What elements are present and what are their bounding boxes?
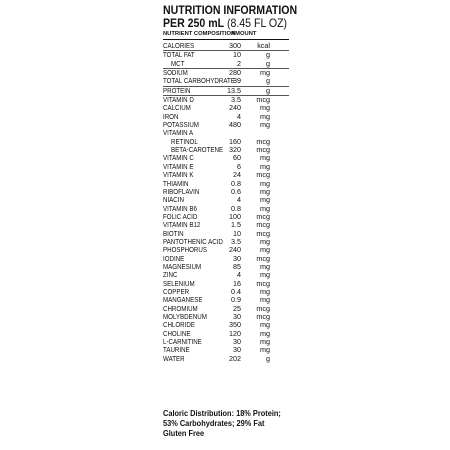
nutrient-amount: 100 (229, 211, 241, 221)
nutrient-name: VITAMIN E (163, 161, 194, 171)
nutrient-amount: 85 (233, 261, 241, 271)
nutrient-row (163, 42, 289, 50)
nutrient-unit: mcg (256, 95, 270, 105)
nutrient-unit: mg (260, 261, 270, 271)
nutrient-unit: mcg (256, 303, 270, 313)
nutrient-unit: g (266, 58, 270, 68)
nutrient-unit: mg (260, 68, 270, 78)
nutrient-unit: mg (260, 178, 270, 188)
nutrient-amount: 6 (237, 161, 241, 171)
nutrient-unit: mg (260, 161, 270, 171)
nutrient-unit: g (266, 353, 270, 363)
nutrient-name: TOTAL CARBOHYDRATE (163, 76, 235, 86)
nutrient-amount: 4 (237, 270, 241, 280)
serving-size-metric: PER 250 mL (163, 16, 225, 30)
nutrient-amount: 25 (233, 303, 241, 313)
nutrient-amount: 10 (233, 50, 241, 60)
nutrient-name: VITAMIN B6 (163, 203, 197, 213)
nutrient-name: RETINOL (171, 136, 198, 146)
column-header-amount: AMOUNT (231, 31, 257, 37)
nutrient-name: CHLORIDE (163, 320, 195, 330)
nutrient-name: THIAMIN (163, 178, 189, 188)
nutrient-row (163, 86, 289, 95)
nutrient-unit: mg (260, 328, 270, 338)
nutrient-amount: 240 (229, 245, 241, 255)
nutrient-amount: 39 (233, 76, 241, 86)
nutrient-amount: 0.4 (231, 286, 241, 296)
serving-size (163, 16, 288, 30)
nutrient-amount: 320 (229, 145, 241, 155)
nutrient-unit: mg (260, 153, 270, 163)
panel-title: NUTRITION INFORMATION (163, 3, 298, 17)
nutrient-name: VITAMIN B12 (163, 220, 201, 230)
nutrient-name: NIACIN (163, 195, 184, 205)
nutrient-amount: 1.5 (231, 220, 241, 230)
nutrient-amount: 240 (229, 103, 241, 113)
nutrient-amount: 30 (233, 345, 241, 355)
nutrient-row (163, 60, 289, 68)
nutrient-amount: 120 (229, 328, 241, 338)
nutrient-name: SODIUM (163, 68, 188, 78)
nutrient-name: IRON (163, 111, 179, 121)
nutrient-amount: 30 (233, 337, 241, 347)
nutrient-name: RIBOFLAVIN (163, 186, 200, 196)
nutrient-unit: mcg (256, 228, 270, 238)
nutrient-name: MAGNESIUM (163, 261, 202, 271)
nutrient-name: CALCIUM (163, 103, 191, 113)
nutrient-name: COPPER (163, 286, 190, 296)
nutrient-unit: kcal (257, 41, 270, 50)
nutrient-name: MCT (171, 58, 185, 68)
nutrient-name: MOLYBDENUM (163, 312, 207, 321)
column-header (163, 31, 289, 40)
nutrient-unit: mg (260, 345, 270, 355)
nutrient-amount: 202 (229, 353, 241, 363)
nutrient-name: CHROMIUM (163, 303, 198, 313)
nutrient-name: SELENIUM (163, 278, 195, 288)
nutrient-unit: mg (260, 286, 270, 296)
nutrient-name: FOLIC ACID (163, 211, 198, 221)
nutrient-unit: mcg (256, 211, 270, 221)
column-header-nutrient: NUTRIENT COMPOSITION (163, 31, 236, 37)
nutrient-name: BIOTIN (163, 228, 184, 238)
nutrient-name: WATER (163, 353, 185, 363)
nutrient-unit: mcg (256, 220, 270, 230)
nutrient-unit: mcg (256, 253, 270, 263)
nutrient-name: BETA-CAROTENE (171, 145, 224, 155)
gluten-free-note: Gluten Free (163, 428, 205, 438)
nutrient-name: PHOSPHORUS (163, 245, 207, 255)
nutrient-unit: mcg (256, 312, 270, 321)
nutrient-amount: 480 (229, 120, 241, 130)
nutrient-amount: 30 (233, 253, 241, 263)
nutrient-unit: mcg (256, 136, 270, 146)
serving-size-imperial: (8.45 FL OZ) (224, 16, 288, 30)
nutrient-unit: mcg (256, 278, 270, 288)
nutrient-amount: 0.8 (231, 178, 241, 188)
nutrition-panel (163, 3, 298, 363)
nutrient-amount: 280 (229, 68, 241, 78)
nutrient-name: PROTEIN (163, 85, 191, 95)
nutrient-unit: mg (260, 245, 270, 255)
nutrient-unit: mg (260, 195, 270, 205)
nutrient-name: CALORIES (163, 41, 195, 50)
nutrient-unit: mg (260, 186, 270, 196)
nutrient-unit: mg (260, 236, 270, 246)
nutrient-amount: 13.5 (227, 85, 241, 95)
nutrient-name: CHOLINE (163, 328, 191, 338)
nutrient-unit: mg (260, 320, 270, 330)
nutrient-amount: 300 (229, 41, 241, 50)
nutrient-amount: 0.9 (231, 295, 241, 305)
nutrient-name: ZINC (163, 270, 178, 280)
nutrient-row (163, 263, 289, 271)
nutrient-amount: 4 (237, 195, 241, 205)
nutrient-unit: mg (260, 103, 270, 113)
nutrient-unit: mg (260, 270, 270, 280)
nutrient-name: L-CARNITINE (163, 337, 202, 347)
nutrient-unit: g (266, 76, 270, 86)
nutrient-amount: 2 (237, 58, 241, 68)
nutrient-amount: 30 (233, 312, 241, 321)
nutrient-amount: 24 (233, 170, 241, 180)
nutrient-name: TOTAL FAT (163, 50, 195, 60)
nutrient-amount: 10 (233, 228, 241, 238)
nutrient-unit: mcg (256, 145, 270, 155)
nutrient-row (163, 77, 289, 85)
nutrient-unit: mg (260, 120, 270, 130)
nutrient-name: IODINE (163, 253, 185, 263)
nutrient-amount: 0.8 (231, 203, 241, 213)
nutrient-unit: mg (260, 295, 270, 305)
nutrient-amount: 0.6 (231, 186, 241, 196)
caloric-distribution-line1: Caloric Distribution: 18% Protein; (163, 408, 281, 418)
nutrient-amount: 3.5 (231, 95, 241, 105)
nutrient-unit: mg (260, 203, 270, 213)
nutrient-name: TAURINE (163, 345, 190, 355)
nutrient-amount: 60 (233, 153, 241, 163)
nutrient-table (163, 42, 289, 363)
nutrient-name: VITAMIN D (163, 95, 194, 105)
nutrient-unit: g (266, 50, 270, 60)
nutrient-name: POTASSIUM (163, 120, 199, 130)
nutrient-amount: 160 (229, 136, 241, 146)
caloric-distribution-line2: 53% Carbohydrates; 29% Fat (163, 418, 265, 428)
nutrient-amount: 4 (237, 111, 241, 121)
nutrient-unit: g (266, 85, 270, 95)
nutrient-name: VITAMIN C (163, 153, 194, 163)
nutrient-name: PANTOTHENIC ACID (163, 236, 223, 246)
nutrient-row (163, 355, 289, 363)
nutrient-unit: mg (260, 337, 270, 347)
nutrient-name: VITAMIN K (163, 170, 194, 180)
nutrient-amount: 350 (229, 320, 241, 330)
nutrient-name: MANGANESE (163, 295, 203, 305)
nutrient-unit: mcg (256, 170, 270, 180)
nutrient-name: VITAMIN A (163, 128, 194, 138)
nutrient-unit: mg (260, 111, 270, 121)
nutrient-amount: 16 (233, 278, 241, 288)
nutrient-amount: 3.5 (231, 236, 241, 246)
nutrient-row (163, 104, 289, 112)
footer-notes (163, 408, 323, 438)
